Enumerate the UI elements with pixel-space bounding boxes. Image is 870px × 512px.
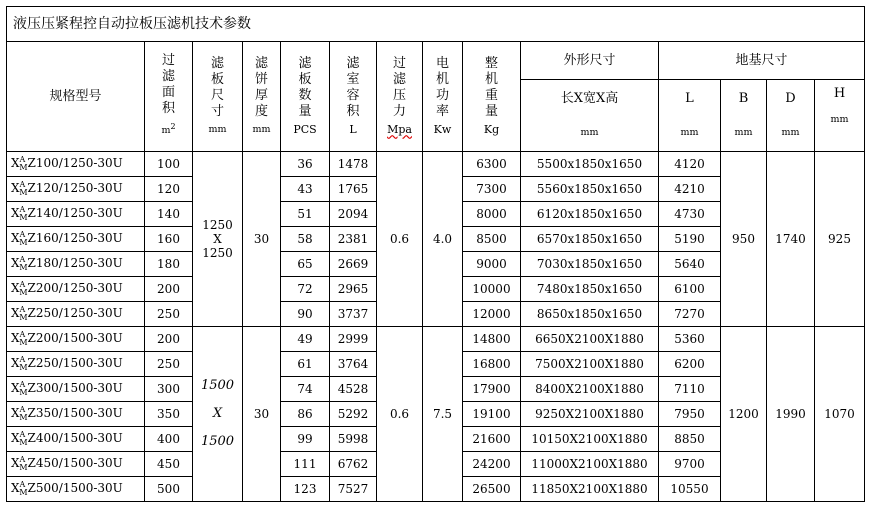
model-prefix-sup: A (19, 379, 26, 389)
model-prefix-sup: A (19, 179, 26, 189)
cell-area: 100 (145, 152, 193, 177)
cell-area: 300 (145, 377, 193, 402)
model-prefix: X (11, 380, 20, 395)
header-cake-char: 饼 (254, 71, 268, 87)
cell-model (7, 152, 145, 177)
model-prefix-sup: A (19, 354, 26, 364)
cell-pressure: 0.6 (377, 152, 423, 327)
model-prefix-sup: A (19, 479, 26, 489)
cell-count: 123 (281, 477, 330, 502)
cell-B: 1200 (721, 327, 767, 502)
cell-plate-size (193, 327, 243, 502)
cell-L: 4730 (659, 202, 721, 227)
header-area-char: 面 (161, 85, 175, 101)
cell-model (7, 427, 145, 452)
model-prefix-sub: M (19, 313, 28, 323)
header-power-char: 功 (435, 87, 449, 103)
cell-dims: 6570x1850x1650 (521, 227, 659, 252)
plate-size-part: 1250 (202, 246, 233, 260)
model-prefix: X (11, 480, 20, 495)
model-prefix-sub: M (19, 488, 28, 498)
cell-dims: 7030x1850x1650 (521, 252, 659, 277)
header-plate-char: 尺 (210, 87, 224, 103)
header-cake (243, 42, 281, 152)
model-code: Z250/1250-30U (27, 305, 123, 320)
header-pressure-char: 力 (392, 103, 406, 119)
cell-weight: 19100 (463, 402, 521, 427)
header-H-unit: mm (830, 114, 849, 125)
cell-weight: 6300 (463, 152, 521, 177)
model-prefix: X (11, 330, 20, 345)
header-count-char: 板 (298, 71, 312, 87)
model-prefix-sub: M (19, 238, 28, 248)
cell-weight: 8500 (463, 227, 521, 252)
cell-dims: 8650x1850x1650 (521, 302, 659, 327)
header-dims-label: 长X宽X高 (560, 90, 619, 106)
header-dims-group: 外形尺寸 (521, 42, 659, 80)
cell-cake: 30 (243, 327, 281, 502)
table-title: 液压压紧程控自动拉板压滤机技术参数 (7, 7, 865, 42)
cell-count: 61 (281, 352, 330, 377)
cell-L: 5360 (659, 327, 721, 352)
cell-area: 200 (145, 277, 193, 302)
cell-dims: 7480x1850x1650 (521, 277, 659, 302)
model-prefix-sub: M (19, 263, 28, 273)
cell-plate-size (193, 152, 243, 327)
plate-size-part: 1500 (200, 378, 235, 393)
cell-area: 400 (145, 427, 193, 452)
cell-count: 65 (281, 252, 330, 277)
cell-count: 99 (281, 427, 330, 452)
model-code: Z100/1250-30U (27, 155, 123, 170)
header-base-group: 地基尺寸 (659, 42, 865, 80)
plate-size-part: X (212, 406, 223, 421)
model-prefix: X (11, 355, 20, 370)
header-area (145, 42, 193, 152)
header-D (767, 80, 815, 152)
cell-volume: 4528 (330, 377, 377, 402)
model-prefix-sup: A (19, 429, 26, 439)
cell-volume: 2669 (330, 252, 377, 277)
cell-volume: 5998 (330, 427, 377, 452)
model-code: Z400/1500-30U (27, 430, 123, 445)
header-power-char: 率 (435, 103, 449, 119)
header-pressure-char: 压 (392, 87, 406, 103)
cell-volume: 7527 (330, 477, 377, 502)
header-power (423, 42, 463, 152)
model-prefix: X (11, 230, 20, 245)
cell-model (7, 302, 145, 327)
cell-volume: 3764 (330, 352, 377, 377)
header-area-char: 滤 (161, 69, 175, 85)
model-code: Z160/1250-30U (27, 230, 123, 245)
unit-sup: 2 (170, 122, 176, 132)
header-weight-char: 量 (484, 103, 498, 119)
model-prefix: X (11, 205, 20, 220)
header-power-char: 电 (435, 55, 449, 71)
model-prefix: X (11, 305, 20, 320)
model-code: Z200/1250-30U (27, 280, 123, 295)
cell-volume: 1478 (330, 152, 377, 177)
cell-dims: 5500x1850x1650 (521, 152, 659, 177)
cell-L: 7270 (659, 302, 721, 327)
header-pressure-char: 滤 (392, 71, 406, 87)
cell-count: 72 (281, 277, 330, 302)
header-pressure-unit: Mpa (387, 122, 412, 136)
cell-dims: 10150X2100X1880 (521, 427, 659, 452)
cell-weight: 17900 (463, 377, 521, 402)
cell-model (7, 352, 145, 377)
cell-volume: 2999 (330, 327, 377, 352)
cell-model (7, 177, 145, 202)
header-B-label: B (738, 90, 749, 106)
header-cake-char: 度 (254, 103, 268, 119)
header-weight (463, 42, 521, 152)
cell-model (7, 277, 145, 302)
cell-area: 350 (145, 402, 193, 427)
model-prefix-sub: M (19, 188, 28, 198)
model-prefix-sup: A (19, 154, 26, 164)
cell-weight: 24200 (463, 452, 521, 477)
cell-volume: 2094 (330, 202, 377, 227)
model-prefix-sub: M (19, 213, 28, 223)
header-volume-char: 积 (346, 103, 360, 119)
plate-size-part: X (213, 232, 222, 246)
cell-area: 160 (145, 227, 193, 252)
header-L-label: L (685, 90, 694, 106)
model-prefix-sup: A (19, 329, 26, 339)
cell-area: 200 (145, 327, 193, 352)
cell-count: 36 (281, 152, 330, 177)
cell-weight: 7300 (463, 177, 521, 202)
header-volume-char: 容 (346, 87, 360, 103)
model-prefix: X (11, 430, 20, 445)
header-plate-char: 滤 (210, 55, 224, 71)
cell-area: 500 (145, 477, 193, 502)
header-volume (330, 42, 377, 152)
model-prefix: X (11, 455, 20, 470)
cell-area: 120 (145, 177, 193, 202)
cell-H: 1070 (815, 327, 865, 502)
header-L (659, 80, 721, 152)
cell-weight: 16800 (463, 352, 521, 377)
cell-dims: 5560x1850x1650 (521, 177, 659, 202)
header-dims-unit: mm (580, 126, 599, 138)
model-prefix: X (11, 255, 20, 270)
model-prefix: X (11, 155, 20, 170)
header-D-unit: mm (781, 126, 800, 138)
cell-count: 111 (281, 452, 330, 477)
cell-model (7, 452, 145, 477)
cell-weight: 10000 (463, 277, 521, 302)
cell-weight: 8000 (463, 202, 521, 227)
model-prefix-sup: A (19, 454, 26, 464)
cell-weight: 12000 (463, 302, 521, 327)
cell-B: 950 (721, 152, 767, 327)
header-B-unit: mm (734, 126, 753, 138)
header-count-char: 数 (298, 87, 312, 103)
model-prefix-sub: M (19, 463, 28, 473)
cell-count: 90 (281, 302, 330, 327)
cell-model (7, 402, 145, 427)
header-cake-char: 滤 (254, 55, 268, 71)
spec-sheet (6, 6, 864, 502)
cell-weight: 14800 (463, 327, 521, 352)
model-prefix-sub: M (19, 163, 28, 173)
cell-weight: 9000 (463, 252, 521, 277)
model-prefix-sub: M (19, 438, 28, 448)
header-count-unit: PCS (293, 122, 317, 136)
cell-area: 250 (145, 352, 193, 377)
header-weight-char: 重 (484, 87, 498, 103)
cell-dims: 8400X2100X1880 (521, 377, 659, 402)
cell-dims: 6120x1850x1650 (521, 202, 659, 227)
cell-power: 4.0 (423, 152, 463, 327)
model-prefix-sup: A (19, 229, 26, 239)
header-weight-char: 机 (484, 71, 498, 87)
model-code: Z250/1500-30U (27, 355, 123, 370)
header-plate-unit: mm (208, 123, 227, 135)
header-volume-unit: L (349, 122, 357, 136)
cell-dims: 11000X2100X1880 (521, 452, 659, 477)
cell-power: 7.5 (423, 327, 463, 502)
cell-L: 9700 (659, 452, 721, 477)
cell-model (7, 477, 145, 502)
header-plate-char: 寸 (210, 103, 224, 119)
cell-count: 86 (281, 402, 330, 427)
cell-area: 180 (145, 252, 193, 277)
header-weight-unit: Kg (483, 122, 500, 136)
model-code: Z450/1500-30U (27, 455, 123, 470)
header-count-char: 滤 (298, 55, 312, 71)
model-prefix-sup: A (19, 279, 26, 289)
header-pressure (377, 42, 423, 152)
header-B (721, 80, 767, 152)
header-power-char: 机 (435, 71, 449, 87)
header-D-label: D (785, 90, 796, 106)
model-prefix: X (11, 180, 20, 195)
model-code: Z200/1500-30U (27, 330, 123, 345)
header-cake-char: 厚 (254, 87, 268, 103)
model-prefix-sup: A (19, 204, 26, 214)
model-prefix-sub: M (19, 363, 28, 373)
model-code: Z140/1250-30U (27, 205, 123, 220)
header-count (281, 42, 330, 152)
header-power-unit: Kw (433, 122, 452, 136)
header-area-unit (145, 119, 192, 139)
cell-L: 5190 (659, 227, 721, 252)
cell-area: 450 (145, 452, 193, 477)
model-code: Z350/1500-30U (27, 405, 123, 420)
model-prefix-sup: A (19, 254, 26, 264)
model-prefix: X (11, 280, 20, 295)
model-prefix-sub: M (19, 388, 28, 398)
header-area-char: 过 (161, 53, 175, 69)
model-prefix: X (11, 405, 20, 420)
cell-volume: 2381 (330, 227, 377, 252)
cell-L: 6100 (659, 277, 721, 302)
plate-size-part: 1500 (200, 434, 235, 449)
cell-count: 74 (281, 377, 330, 402)
model-code: Z300/1500-30U (27, 380, 123, 395)
cell-L: 7110 (659, 377, 721, 402)
cell-weight: 21600 (463, 427, 521, 452)
cell-dims: 9250X2100X1880 (521, 402, 659, 427)
header-plate (193, 42, 243, 152)
cell-dims: 7500X2100X1880 (521, 352, 659, 377)
cell-model (7, 227, 145, 252)
cell-model (7, 327, 145, 352)
header-H (815, 80, 865, 152)
cell-cake: 30 (243, 152, 281, 327)
cell-L: 4120 (659, 152, 721, 177)
cell-area: 250 (145, 302, 193, 327)
cell-volume: 1765 (330, 177, 377, 202)
cell-volume: 3737 (330, 302, 377, 327)
model-prefix-sub: M (19, 338, 28, 348)
header-cake-unit: mm (252, 123, 271, 135)
model-code: Z500/1500-30U (27, 480, 123, 495)
header-area-char: 积 (161, 101, 175, 117)
header-H-label: H (833, 86, 846, 101)
header-weight-char: 整 (484, 55, 498, 71)
table-row (7, 152, 865, 177)
cell-pressure: 0.6 (377, 327, 423, 502)
plate-size-part: 1250 (202, 218, 233, 232)
model-code: Z180/1250-30U (27, 255, 123, 270)
cell-volume: 5292 (330, 402, 377, 427)
cell-count: 51 (281, 202, 330, 227)
cell-L: 4210 (659, 177, 721, 202)
model-prefix-sub: M (19, 413, 28, 423)
cell-volume: 2965 (330, 277, 377, 302)
unit-text: m (161, 125, 171, 137)
cell-L: 8850 (659, 427, 721, 452)
cell-model (7, 202, 145, 227)
cell-dims: 11850X2100X1880 (521, 477, 659, 502)
cell-area: 140 (145, 202, 193, 227)
model-prefix-sup: A (19, 304, 26, 314)
cell-D: 1990 (767, 327, 815, 502)
table-row (7, 327, 865, 352)
cell-H: 925 (815, 152, 865, 327)
cell-L: 7950 (659, 402, 721, 427)
header-model: 规格型号 (7, 42, 145, 152)
cell-count: 43 (281, 177, 330, 202)
cell-L: 5640 (659, 252, 721, 277)
header-pressure-char: 过 (392, 55, 406, 71)
header-volume-char: 室 (346, 71, 360, 87)
model-prefix-sub: M (19, 288, 28, 298)
cell-dims: 6650X2100X1880 (521, 327, 659, 352)
cell-count: 49 (281, 327, 330, 352)
cell-weight: 26500 (463, 477, 521, 502)
cell-volume: 6762 (330, 452, 377, 477)
spec-table (6, 6, 865, 502)
header-volume-char: 滤 (346, 55, 360, 71)
header-plate-char: 板 (210, 71, 224, 87)
model-code: Z120/1250-30U (27, 180, 123, 195)
header-count-char: 量 (298, 103, 312, 119)
cell-L: 6200 (659, 352, 721, 377)
cell-model (7, 377, 145, 402)
cell-model (7, 252, 145, 277)
cell-L: 10550 (659, 477, 721, 502)
cell-count: 58 (281, 227, 330, 252)
model-prefix-sup: A (19, 404, 26, 414)
cell-D: 1740 (767, 152, 815, 327)
header-dims (521, 80, 659, 152)
header-L-unit: mm (680, 126, 699, 138)
